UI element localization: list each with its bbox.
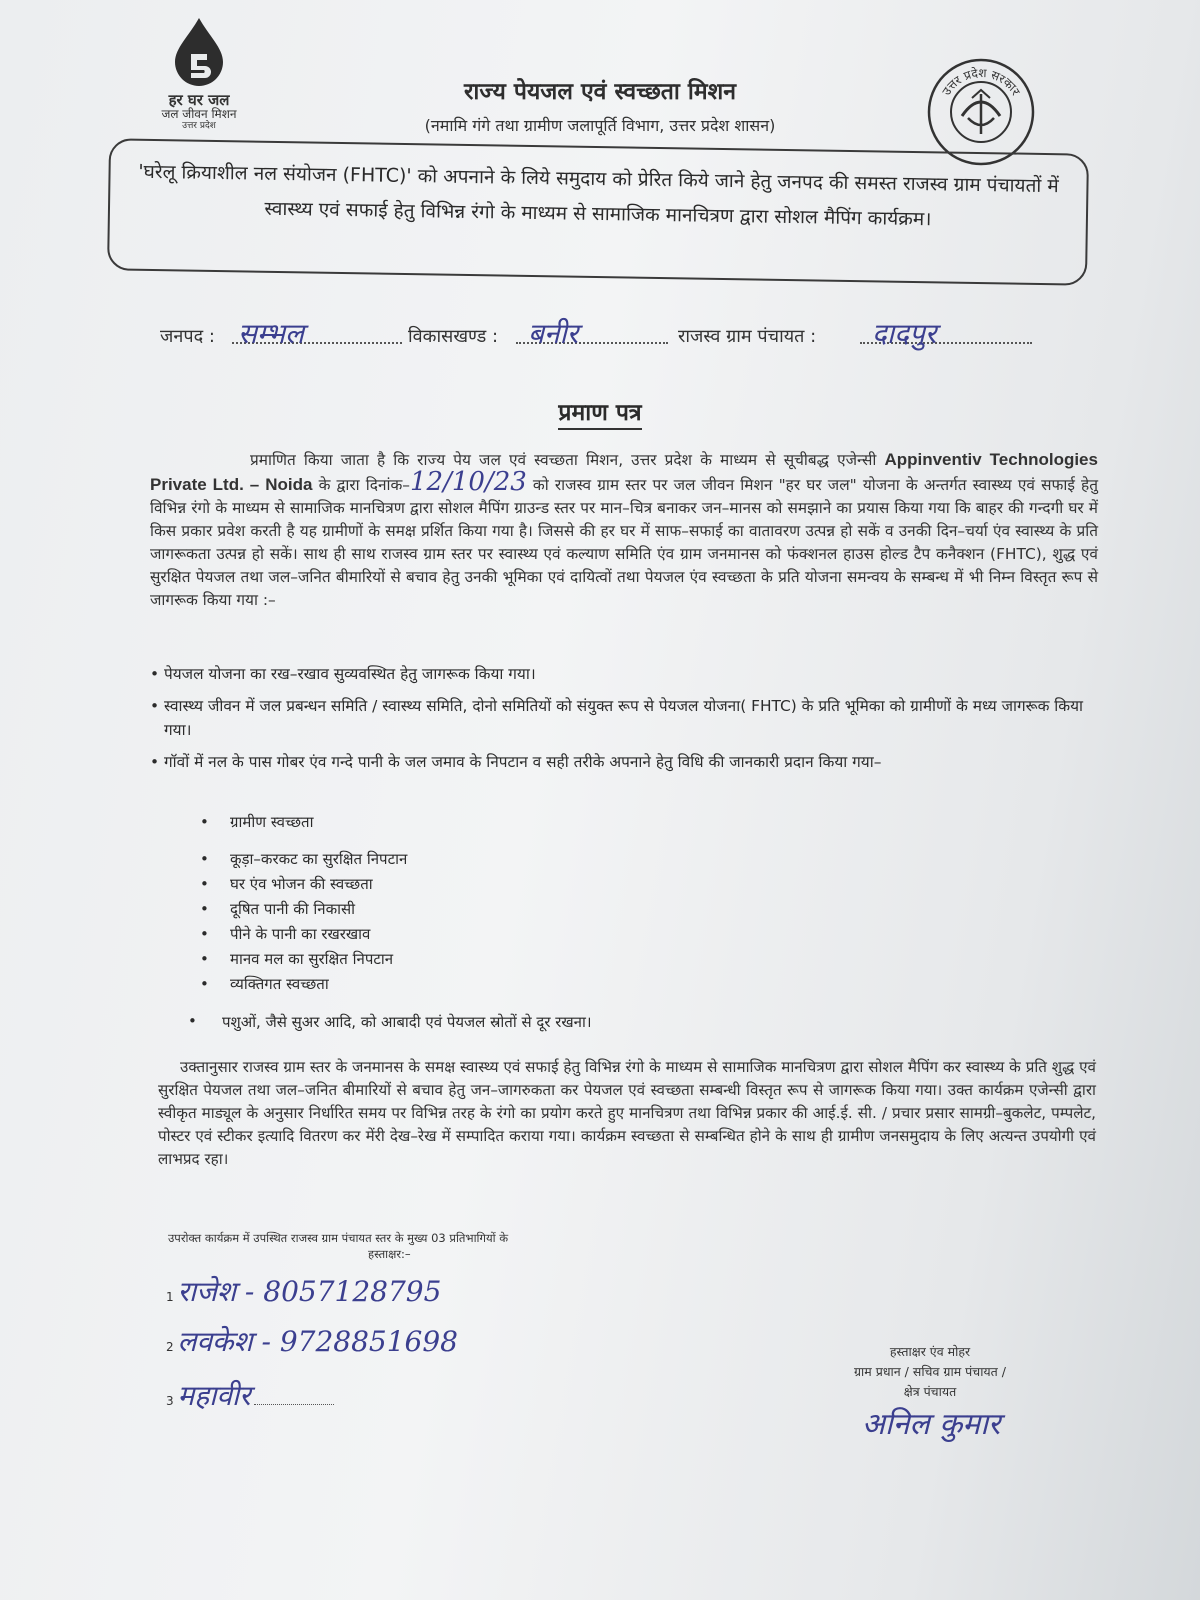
participants-caption-sign: हस्ताक्षर:–	[368, 1247, 411, 1261]
awareness-bullet-list	[150, 662, 1090, 782]
program-description-box: 'घरेलू क्रियाशील नल संयोजन (FHTC)' को अपनाने के लिये समुदाय को प्रेरित किये जाने हेतु जनपद की समस्त राजस्व ग्राम पंचायतों में स्वास्थ्य एवं सफाई हेतु विभिन्न रंगो के माध्यम से सामाजिक मानचित्रण द्वारा सोशल मैपिंग कार्यक्रम।	[107, 138, 1089, 285]
program-date: 12/10/23	[410, 467, 527, 497]
block-value: बनीर	[528, 317, 579, 350]
logo-line-2: जल जीवन मिशन	[161, 107, 237, 121]
panchayat-label: राजस्व ग्राम पंचायत :	[678, 326, 817, 347]
certificate-title-text: प्रमाण पत्र	[558, 400, 641, 430]
para1-intro: प्रमाणित किया जाता है कि राज्य पेय जल एवं स्वच्छता मिशन, उत्तर प्रदेश के माध्यम से सूचीबद्ध एजेन्सी	[250, 451, 877, 469]
bullet-item: • गॉवों में नल के पास गोबर एंव गन्दे पानी के जल जमाव के निपटान व सही तरीके अपनाने हेतु विधि की जानकारी प्रदान किया गया–	[150, 750, 1090, 774]
bullet-item: • पेयजल योजना का रख–रखाव सुव्यवस्थित हेतु जागरूक किया गया।	[150, 662, 1090, 686]
emblem-text: उत्तर प्रदेश सरकार	[939, 65, 1023, 98]
participant-row	[166, 1376, 334, 1414]
sanitation-sub-list	[200, 810, 800, 997]
agency-name: Appinventiv Technologies Private Ltd. – Noida	[150, 450, 1098, 494]
participant-signature: महावीर	[177, 1379, 251, 1412]
sub-bullet-item: • मानव मल का सुरक्षित निपटान	[200, 947, 800, 972]
stamp-line-1: हस्ताक्षर एंव मोहर	[889, 1344, 971, 1359]
sub-bullet-item: • दूषित पानी की निकासी	[200, 897, 800, 922]
sub-bullet-item: • कूड़ा–करकट का सुरक्षित निपटान	[200, 847, 800, 872]
emblem-seal-icon	[922, 58, 1040, 166]
stamp-line-3: क्षेत्र पंचायत	[903, 1384, 957, 1399]
sub-bullet-item: • पीने के पानी का रखरखाव	[200, 922, 800, 947]
participants-caption-line: उपरोक्त कार्यक्रम में उपस्थित राजस्व ग्राम पंचायत स्तर के मुख्य 03 प्रतिभागियों के	[168, 1231, 509, 1245]
participant-row	[166, 1272, 441, 1310]
para1-date-prefix: के द्वारा दिनांक–	[318, 476, 410, 494]
participant-number: 1	[166, 1290, 174, 1304]
participant-row	[166, 1322, 458, 1360]
sub-bullet-item: • घर एंव भोजन की स्वच्छता	[200, 872, 800, 897]
participant-signature: राजेश - 8057128795	[177, 1275, 442, 1308]
animal-bullet-text: पशुओं, जैसे सुअर आदि, को आबादी एवं पेयजल स्रोतों से दूर रखना।	[222, 1013, 592, 1031]
sub-bullet-item: • ग्रामीण स्वच्छता	[200, 810, 800, 835]
up-government-emblem	[922, 58, 1040, 166]
stamp-line-2: ग्राम प्रधान / सचिव ग्राम पंचायत /	[854, 1364, 1006, 1379]
district-label: जनपद :	[160, 326, 215, 347]
participants-caption	[168, 1230, 668, 1262]
page-subtitle: (नमामि गंगे तथा ग्रामीण जलापूर्ति विभाग, उत्तर प्रदेश शासन)	[424, 116, 776, 135]
para1-body: को राजस्व ग्राम स्तर पर जल जीवन मिशन "हर घर जल" योजना के अन्तर्गत स्वास्थ्य एवं सफाई हेतु विभिन्न रंगो के माध्यम से सामाजिक मानचित्रण द्वारा सोशल मैपिंग ग्राउन्ड स्तर पर मान–चित्र बनाकर जन–मानस को समझाने का प्रयास किया गया कि बाहर की गन्दगी घर में किस प्रकार प्रवेश करती है यह ग्रामीणों के समक्ष प्रर्शित किया गया है। जिससे की हर घर में साफ–सफाई का वातावरण उत्पन्न हो सकें व उनकी दिन–चर्या एंव स्वास्थ्य के प्रति जागरूकता उत्पन्न हो सकें। साथ ही साथ राजस्व ग्राम स्तर पर स्वास्थ्य एवं कल्याण समिति एंव ग्राम जनमानस को फंक्शनल हाउस होल्ड टैप कनैक्शन (FHTC), शुद्ध एवं सुरक्षित पेयजल तथा जल–जनित बीमारियों से बचाव हेतु उनकी भूमिका एवं दायित्वों तथा पेयजल एंव स्वच्छता के प्रति योजना समन्वय के सम्बन्ध में भी निम्न विस्तृत रूप से जागरूक किया गया :–	[150, 476, 1098, 609]
participant-number: 3	[166, 1394, 174, 1408]
participant-signature: लवकेश - 9728851698	[177, 1325, 458, 1358]
panchayat-value: दादपुर	[872, 317, 937, 350]
official-signature: अनिल कुमार	[862, 1407, 1001, 1442]
logo-line-1: हर घर जल	[168, 91, 230, 109]
certificate-title	[0, 395, 1200, 427]
bullet-item: • स्वास्थ्य जीवन में जल प्रबन्धन समिति / स्वास्थ्य समिति, दोनो समितियों को संयुक्त रूप से पेयजल योजना( FHTC) के प्रति भूमिका को ग्रामीणों के मध्य जागरूक किया गया।	[150, 694, 1090, 742]
participant-number: 2	[166, 1340, 174, 1354]
sub-bullet-item: • व्यक्तिगत स्वच्छता	[200, 972, 800, 997]
stamp-label	[790, 1342, 1070, 1402]
logo-line-3: उत्तर प्रदेश	[182, 121, 216, 131]
certificate-paragraph-1	[150, 448, 1098, 612]
signature-underline	[254, 1404, 334, 1405]
page-title: राज्य पेयजल एवं स्वच्छता मिशन	[464, 79, 736, 105]
block-label: विकासखण्ड :	[408, 326, 499, 347]
certificate-paragraph-2: उक्तानुसार राजस्व ग्राम स्तर के जनमानस के समक्ष स्वास्थ्य एवं सफाई हेतु विभिन्न रंगो के माध्यम से सामाजिक मानचित्रण द्वारा सोशल मैपिंग कर स्वास्थ्य के प्रति शुद्ध एवं सुरक्षित पेयजल तथा जल–जनित बीमारियों से बचाव हेतु जन–जागरुकता कर पेयजल एवं स्वच्छता सम्बन्धी विस्तृत रूप से जागरूक किया गया। उक्त कार्यक्रम एजेन्सी द्वारा स्वीकृत माड्यूल के अनुसार निर्धारित समय पर विभिन्न तरह के रंगो का प्रयोग करते हुए मानचित्रण तथा विभिन्न प्रकार की आई.ई. सी. / प्रचार प्रसार सामग्री–बुकलेट, पम्पलेट, पोस्टर एवं स्टीकर इत्यादि वितरण कर मेंरी देख–रेख में सम्पादित कराया गया। कार्यक्रम स्वच्छता से सम्बन्धित होने के साथ ही ग्रामीण जनसमुदाय के लिए अत्यन्त उपयोगी एवं लाभप्रद रहा।	[158, 1058, 1096, 1168]
animal-bullet	[188, 1012, 888, 1032]
district-value: सम्भल	[238, 317, 304, 350]
location-fields	[160, 318, 1060, 358]
